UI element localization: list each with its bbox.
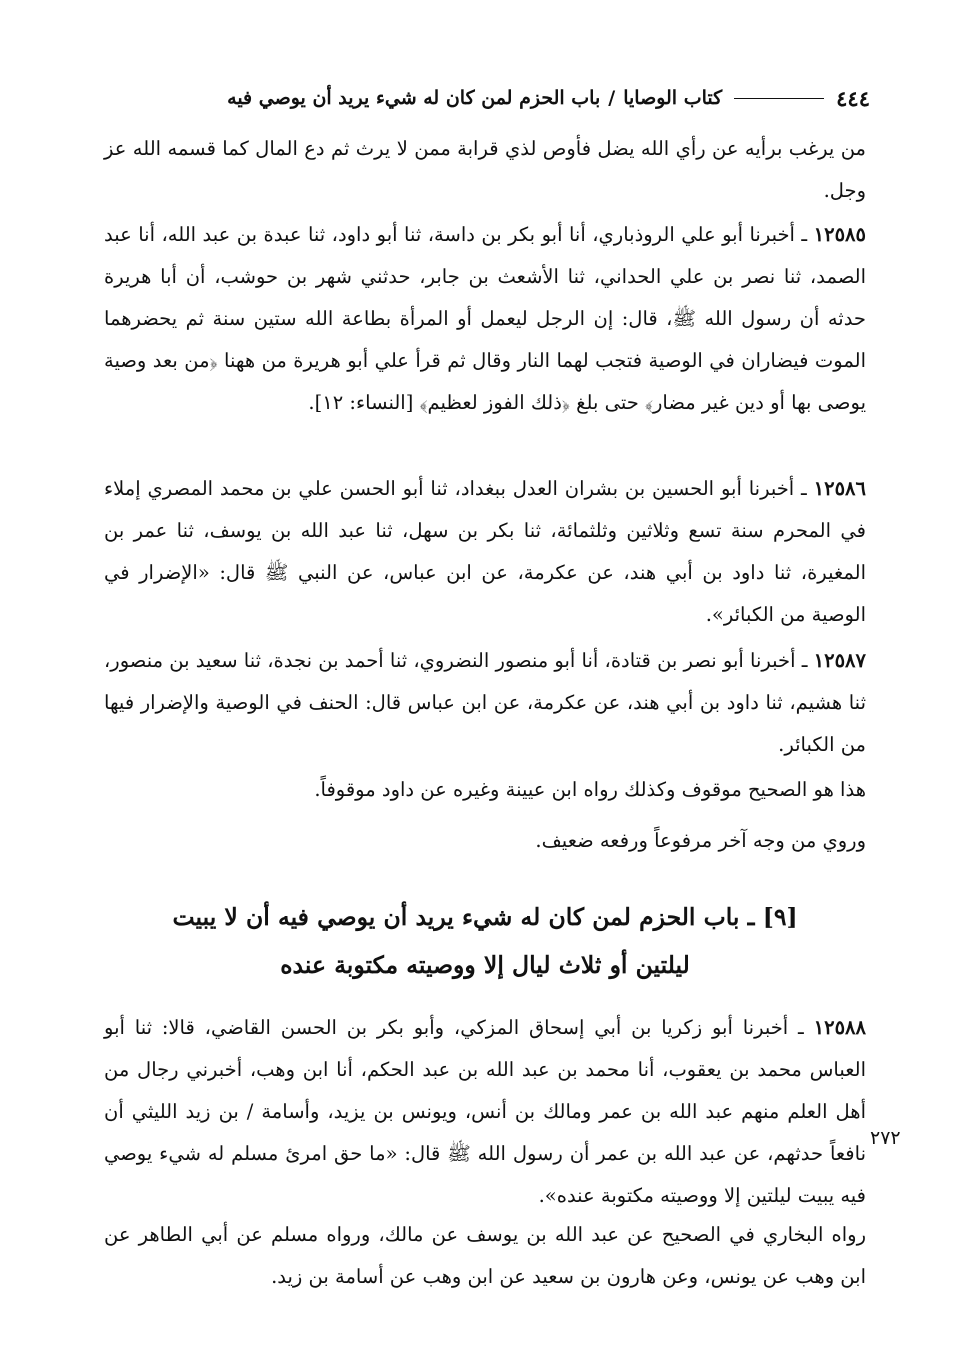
note-text: وروي من وجه آخر مرفوعاً ورفعه ضعيف. [535, 829, 866, 852]
hadith-text: ـ أخبرنا أبو زكريا بن أبي إسحاق المزكي، وأبو بكر بن الحسن القاضي، قالا: ثنا أبو العباس محمد بن يعقوب، أنا محمد بن عبد الله بن عبد الحكم، أنا ابن وهب، أخبرني رجال من أهل العلم منهم عبد الله بن عمر ومالك بن أنس، ويونس بن يزيد، وأسامة / بن زيد الليثي أن نافعاً حدثهم، عن عبد الله بن عمر أن رسول الله ﷺ قال: «ما حق امرئ مسلم له شيء يوصي فيه يبيت ليلتين إلا ووصيته مكتوبة عنده». [104, 1016, 866, 1207]
hadith-text: ـ أخبرنا أبو نصر بن قتادة، أنا أبو منصور النضروي، ثنا أحمد بن نجدة، ثنا سعيد بن منصور، ثنا هشيم، ثنا داود بن أبي هند، عن عكرمة، عن ابن عباس قال: الحنف في الوصية والإضرار فيها من الكبائر. [104, 649, 866, 756]
hadith-12588 [104, 1007, 866, 1217]
note-mawquf [104, 769, 948, 811]
paragraph-text: رواه البخاري في الصحيح عن عبد الله بن يوسف عن مالك، ورواه مسلم عن أبي الطاهر عن ابن وهب عن يونس، وعن هارون بن سعيد عن ابن وهب عن أسامة بن زيد. [104, 1223, 866, 1288]
paragraph-final [104, 1214, 866, 1298]
hadith-text: ـ أخبرنا أبو علي الروذباري، أنا أبو بكر بن داسة، ثنا أبو داود، ثنا عبدة بن عبد الله، أنا عبد الصمد، ثنا نصر بن علي الحداني، ثنا الأشعث بن جابر، حدثني شهر بن حوشب، أن أبا هريرة حدثه أن رسول الله ﷺ، قال: إن الرجل ليعمل أو المرأة بطاعة الله ستين سنة ثم يحضرهما الموت فيضاران في الوصية فتجب لهما النار وقال ثم قرأ علي أبو هريرة من ههنا ﴿من بعد وصية يوصى بها أو دين غير مضار﴾ حتى بلغ ﴿ذلك الفوز لعظيم﴾ [النساء: ١٢]. [104, 223, 866, 414]
book-title: كتاب الوصايا [623, 87, 723, 109]
hadith-12585 [104, 214, 866, 424]
header-rule [734, 98, 824, 99]
running-header [100, 78, 870, 118]
chapter-heading-line-1: [٩] ـ باب الحزم لمن كان له شيء يريد أن يوصي فيه أن لا يبيت [172, 903, 798, 931]
note-text: هذا هو الصحيح موقوف وكذلك رواه ابن عيينة وغيره عن داود موقوفاً. [314, 778, 866, 801]
chapter-heading-line-2: ليلتين أو ثلاث ليال إلا ووصيته مكتوبة عنده [280, 951, 690, 979]
hadith-number: ١٢٥٨٧ [813, 649, 866, 672]
margin-page-reference: ٢٧٢ [870, 1127, 901, 1149]
note-marfu [104, 820, 948, 862]
hadith-number: ١٢٥٨٥ [813, 223, 866, 246]
hadith-12587 [104, 640, 866, 766]
paragraph-intro [104, 128, 866, 212]
header-separator: / [608, 87, 616, 109]
hadith-number: ١٢٥٨٨ [813, 1016, 866, 1039]
hadith-number: ١٢٥٨٦ [813, 477, 866, 500]
hadith-text: ـ أخبرنا أبو الحسين بن بشران العدل ببغداد، ثنا أبو الحسن علي بن محمد المصري إملاء في المحرم سنة تسع وثلاثين وثلثمائة، ثنا بكر بن سهل، ثنا عبد الله بن يوسف، ثنا عمر بن المغيرة، ثنا داود بن أبي هند، عن عكرمة، عن ابن عباس، عن النبي ﷺ قال: «الإضرار في الوصية من الكبائر». [104, 477, 866, 626]
chapter-title: باب الحزم لمن كان له شيء يريد أن يوصي فيه [227, 87, 601, 109]
paragraph-text: من يرغب برأيه عن رأي الله يضل فأوص لذي قرابة ممن لا يرث ثم دع المال كما قسمه الله عز وجل. [104, 137, 866, 202]
hadith-12586 [104, 468, 866, 636]
page-number: ٤٤٤ [836, 85, 870, 111]
chapter-heading [130, 893, 840, 989]
